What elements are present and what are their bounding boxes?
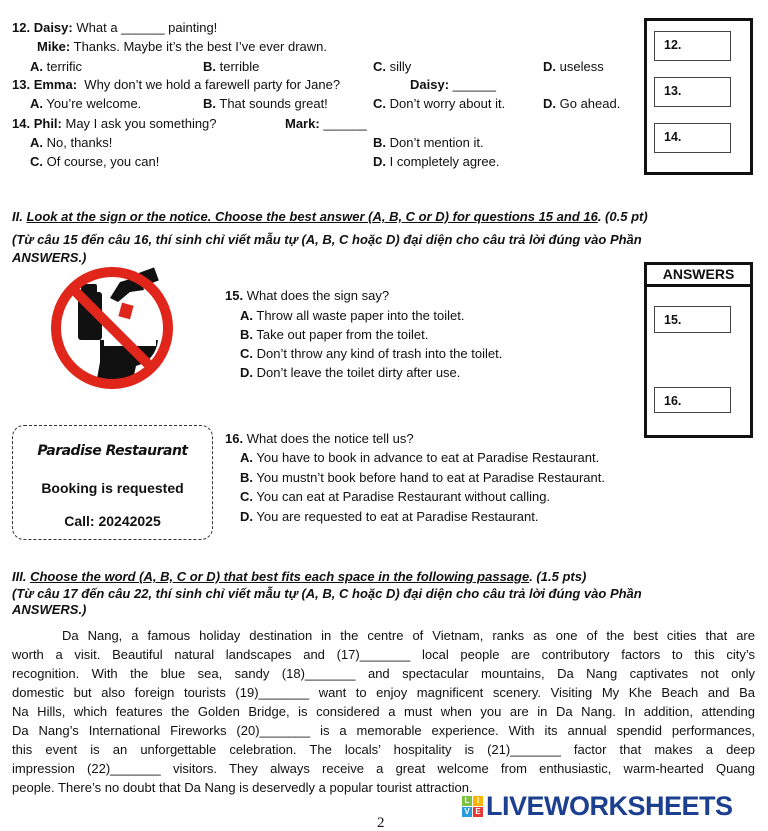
passage-line: recognition. With the blue sea, sandy (18)_______ and spectacular mountains, Da Nang captivates not only (12, 666, 755, 681)
section-3-note-cont: ANSWERS.) (12, 602, 87, 617)
notice-title: Paradise Restaurant (37, 443, 188, 459)
question-12 (12, 20, 217, 36)
answer-box-14[interactable]: 14. (654, 123, 731, 153)
option-d: D. Go ahead. (543, 96, 621, 111)
passage-line: impression (22)_______ visitors. They always receive a great welcome from enthusiastic, warm-hearted Quang (12, 761, 755, 776)
question-14-reply: Mark: ______ (285, 116, 367, 131)
question-13: 13. Emma: Why don’t we hold a farewell party for Jane? (12, 77, 341, 92)
answer-box-13[interactable]: 13. (654, 77, 731, 107)
q-text: What a ______ painting! (76, 20, 218, 35)
passage-line: Da Nang, a famous holiday destination in the centre of Vietnam, ranks as one of the best cities that are (62, 628, 755, 643)
option-d: D. Don’t leave the toilet dirty after use. (240, 365, 461, 380)
section-2-note-cont: ANSWERS.) (12, 250, 87, 265)
answer-box-15[interactable]: 15. (654, 306, 731, 333)
option-c: C. Of course, you can! (30, 154, 160, 169)
option-b: B. You mustn’t book before hand to eat at Paradise Restaurant. (240, 470, 605, 485)
option-b: B. Take out paper from the toilet. (240, 327, 429, 342)
passage-line: worth a visit. Beautiful natural landscapes and (17)_______ local people are contributory factors to this city’s (12, 647, 755, 662)
option-d: D. You are requested to eat at Paradise Restaurant. (240, 509, 539, 524)
speaker: Mike: (37, 39, 71, 54)
option-d: D. useless (543, 59, 604, 74)
question-16: 16. What does the notice tell us? (225, 431, 414, 446)
answers-header: ANSWERS (647, 265, 750, 287)
answer-box-12[interactable]: 12. (654, 31, 731, 61)
question-14: 14. Phil: May I ask you something? (12, 116, 217, 131)
option-a: A. You’re welcome. (30, 96, 142, 111)
logo-text: LIVEWORKSHEETS (486, 790, 733, 821)
option-b: B. Don’t mention it. (373, 135, 484, 150)
option-c: C. silly (373, 59, 412, 74)
option-c: C. You can eat at Paradise Restaurant without calling. (240, 489, 551, 504)
notice-booking: Booking is requested (41, 480, 184, 496)
option-d: D. I completely agree. (373, 154, 500, 169)
section-2-note: (Từ câu 15 đến câu 16, thí sinh chỉ viết mẫu tự (A, B, C hoặc D) đại diện cho câu trả lời đúng vào Phần (12, 232, 642, 247)
speaker: Daisy: (33, 20, 73, 35)
liveworksheets-logo (462, 792, 733, 820)
section-3-heading: III. Choose the word (A, B, C or D) that best fits each space in the following passage. (1.5 pts) (12, 569, 587, 584)
page-number: 2 (377, 815, 385, 831)
passage-line: this event is an unforgettable celebration. The locals’ hospitality is (21)_______ factor that makes a deep (12, 742, 755, 757)
restaurant-notice (12, 425, 213, 540)
option-a: A. You have to book in advance to eat at Paradise Restaurant. (240, 450, 600, 465)
section-3-note: (Từ câu 17 đến câu 22, thí sinh chỉ viết mẫu tự (A, B, C hoặc D) đại diện cho câu trả lời đúng vào Phần (12, 586, 642, 601)
question-12-reply (37, 39, 327, 55)
passage-line: Da Nang’s International Fireworks (20)_______ is a memorable experience. With its annual spendid performances, (12, 723, 755, 738)
question-15: 15. What does the sign say? (225, 288, 390, 303)
passage-line: Na Hills, which features the Golden Bridge, is considered a must when you are in Da Nang. In addition, attending (12, 704, 755, 719)
option-a: A. Throw all waste paper into the toilet. (240, 308, 465, 323)
section-2-heading: II. Look at the sign or the notice. Choose the best answer (A, B, C or D) for questions 15 and 16. (0.5 pt) (12, 209, 648, 224)
option-c: C. Don’t worry about it. (373, 96, 506, 111)
answer-box-16[interactable]: 16. (654, 387, 731, 413)
passage-line: people. There’s no doubt that Da Nang is deservedly a popular tourist attraction. (12, 780, 473, 795)
option-a: A. terrific (30, 59, 83, 74)
q-text: Thanks. Maybe it’s the best I’ve ever drawn. (73, 39, 328, 54)
logo-badge-icon: L I V E (462, 796, 483, 817)
notice-phone: Call: 20242025 (64, 513, 161, 529)
option-a: A. No, thanks! (30, 135, 113, 150)
q-num: 12. (12, 20, 31, 35)
option-b: B. terrible (203, 59, 260, 74)
option-b: B. That sounds great! (203, 96, 328, 111)
passage-line: domestic but also foreign tourists (19)_______ want to enjoy magnificent scenery. Visiting My Khe Beach and Ba (12, 685, 755, 700)
question-13-reply: Daisy: ______ (410, 77, 497, 92)
option-c: C. Don’t throw any kind of trash into the toilet. (240, 346, 503, 361)
no-trash-in-toilet-sign-icon (48, 262, 180, 392)
